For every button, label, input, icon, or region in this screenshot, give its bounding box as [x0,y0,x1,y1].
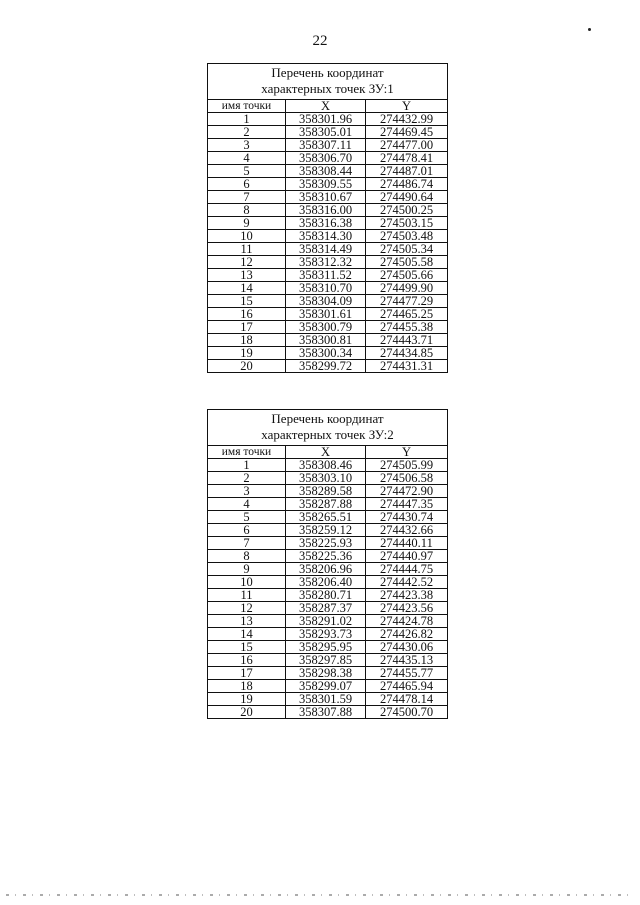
y-coordinate-cell: 274487.01 [366,165,448,178]
table-row [208,295,448,308]
point-name-cell: 4 [208,498,286,511]
page-number: 22 [312,33,328,49]
point-name-cell: 13 [208,615,286,628]
table-row [208,113,448,126]
x-coordinate-cell: 358291.02 [286,615,366,628]
column-header-point-name: имя точки [208,446,286,459]
x-coordinate-cell: 358206.40 [286,576,366,589]
y-coordinate-cell: 274478.41 [366,152,448,165]
x-coordinate-cell: 358304.09 [286,295,366,308]
x-coordinate-cell: 358298.38 [286,667,366,680]
table-row [208,178,448,191]
y-coordinate-cell: 274426.82 [366,628,448,641]
table-header-row [208,100,448,113]
y-coordinate-cell: 274465.94 [366,680,448,693]
y-coordinate-cell: 274500.25 [366,204,448,217]
x-coordinate-cell: 358293.73 [286,628,366,641]
point-name-cell: 8 [208,204,286,217]
x-coordinate-cell: 358300.34 [286,347,366,360]
table-row [208,706,448,719]
point-name-cell: 15 [208,295,286,308]
point-name-cell: 6 [208,524,286,537]
table-row [208,615,448,628]
x-coordinate-cell: 358308.46 [286,459,366,472]
point-name-cell: 19 [208,347,286,360]
y-coordinate-cell: 274477.00 [366,139,448,152]
x-coordinate-cell: 358225.36 [286,550,366,563]
point-name-cell: 10 [208,576,286,589]
table-row [208,524,448,537]
point-name-cell: 5 [208,511,286,524]
column-header-x: X [286,100,366,113]
table-row [208,217,448,230]
table-body [208,459,448,719]
point-name-cell: 10 [208,230,286,243]
point-name-cell: 20 [208,360,286,373]
point-name-cell: 20 [208,706,286,719]
table-row [208,628,448,641]
y-coordinate-cell: 274486.74 [366,178,448,191]
table-row [208,511,448,524]
x-coordinate-cell: 358314.30 [286,230,366,243]
x-coordinate-cell: 358309.55 [286,178,366,191]
y-coordinate-cell: 274444.75 [366,563,448,576]
y-coordinate-cell: 274505.58 [366,256,448,269]
table-title-row [208,64,448,100]
point-name-cell: 18 [208,334,286,347]
y-coordinate-cell: 274443.71 [366,334,448,347]
y-coordinate-cell: 274423.56 [366,602,448,615]
x-coordinate-cell: 358287.37 [286,602,366,615]
table-row [208,139,448,152]
coordinates-table-zu1 [207,63,448,373]
y-coordinate-cell: 274455.38 [366,321,448,334]
point-name-cell: 14 [208,628,286,641]
point-name-cell: 9 [208,563,286,576]
table-title-line2: характерных точек ЗУ:2 [261,427,394,442]
point-name-cell: 11 [208,243,286,256]
y-coordinate-cell: 274447.35 [366,498,448,511]
table-header-row [208,446,448,459]
y-coordinate-cell: 274440.97 [366,550,448,563]
point-name-cell: 16 [208,654,286,667]
x-coordinate-cell: 358301.59 [286,693,366,706]
y-coordinate-cell: 274477.29 [366,295,448,308]
y-coordinate-cell: 274423.38 [366,589,448,602]
x-coordinate-cell: 358306.70 [286,152,366,165]
point-name-cell: 1 [208,113,286,126]
point-name-cell: 17 [208,321,286,334]
table-row [208,126,448,139]
y-coordinate-cell: 274505.34 [366,243,448,256]
x-coordinate-cell: 358312.32 [286,256,366,269]
point-name-cell: 9 [208,217,286,230]
table-row [208,204,448,217]
point-name-cell: 3 [208,139,286,152]
y-coordinate-cell: 274505.66 [366,269,448,282]
table-title-line2: характерных точек ЗУ:1 [261,81,394,96]
x-coordinate-cell: 358295.95 [286,641,366,654]
y-coordinate-cell: 274503.15 [366,217,448,230]
scan-noise-line [6,894,634,896]
table-row [208,360,448,373]
x-coordinate-cell: 358301.61 [286,308,366,321]
y-coordinate-cell: 274503.48 [366,230,448,243]
table-row [208,321,448,334]
table-row [208,498,448,511]
y-coordinate-cell: 274455.77 [366,667,448,680]
x-coordinate-cell: 358299.07 [286,680,366,693]
table-row [208,680,448,693]
table-row [208,308,448,321]
x-coordinate-cell: 358308.44 [286,165,366,178]
y-coordinate-cell: 274432.99 [366,113,448,126]
scan-speck [588,28,591,31]
x-coordinate-cell: 358310.70 [286,282,366,295]
column-header-x: X [286,446,366,459]
y-coordinate-cell: 274424.78 [366,615,448,628]
x-coordinate-cell: 358206.96 [286,563,366,576]
point-name-cell: 16 [208,308,286,321]
point-name-cell: 13 [208,269,286,282]
x-coordinate-cell: 358259.12 [286,524,366,537]
table-row [208,230,448,243]
x-coordinate-cell: 358299.72 [286,360,366,373]
point-name-cell: 14 [208,282,286,295]
x-coordinate-cell: 358289.58 [286,485,366,498]
y-coordinate-cell: 274434.85 [366,347,448,360]
x-coordinate-cell: 358287.88 [286,498,366,511]
table-row [208,563,448,576]
y-coordinate-cell: 274499.90 [366,282,448,295]
x-coordinate-cell: 358307.11 [286,139,366,152]
table-row [208,191,448,204]
table-row [208,165,448,178]
table-title-line1: Перечень координат [271,65,384,80]
x-coordinate-cell: 358316.00 [286,204,366,217]
x-coordinate-cell: 358311.52 [286,269,366,282]
coordinates-table-zu2 [207,409,448,719]
point-name-cell: 2 [208,472,286,485]
y-coordinate-cell: 274430.06 [366,641,448,654]
y-coordinate-cell: 274440.11 [366,537,448,550]
y-coordinate-cell: 274469.45 [366,126,448,139]
table-row [208,472,448,485]
point-name-cell: 18 [208,680,286,693]
table-title [208,64,448,100]
table-row [208,243,448,256]
y-coordinate-cell: 274505.99 [366,459,448,472]
point-name-cell: 7 [208,537,286,550]
x-coordinate-cell: 358307.88 [286,706,366,719]
point-name-cell: 12 [208,256,286,269]
x-coordinate-cell: 358280.71 [286,589,366,602]
point-name-cell: 12 [208,602,286,615]
y-coordinate-cell: 274465.25 [366,308,448,321]
point-name-cell: 19 [208,693,286,706]
point-name-cell: 3 [208,485,286,498]
point-name-cell: 15 [208,641,286,654]
x-coordinate-cell: 358265.51 [286,511,366,524]
x-coordinate-cell: 358300.79 [286,321,366,334]
y-coordinate-cell: 274490.64 [366,191,448,204]
column-header-y: Y [366,100,448,113]
column-header-y: Y [366,446,448,459]
y-coordinate-cell: 274432.66 [366,524,448,537]
table-row [208,602,448,615]
table-row [208,282,448,295]
point-name-cell: 2 [208,126,286,139]
x-coordinate-cell: 358301.96 [286,113,366,126]
table-title-row [208,410,448,446]
y-coordinate-cell: 274431.31 [366,360,448,373]
y-coordinate-cell: 274506.58 [366,472,448,485]
table-row [208,693,448,706]
table-row [208,256,448,269]
table-row [208,550,448,563]
point-name-cell: 4 [208,152,286,165]
table-row [208,334,448,347]
table-row [208,654,448,667]
table-row [208,537,448,550]
table-row [208,269,448,282]
table-body [208,113,448,373]
x-coordinate-cell: 358305.01 [286,126,366,139]
x-coordinate-cell: 358225.93 [286,537,366,550]
x-coordinate-cell: 358310.67 [286,191,366,204]
table-title [208,410,448,446]
y-coordinate-cell: 274430.74 [366,511,448,524]
x-coordinate-cell: 358316.38 [286,217,366,230]
table-row [208,459,448,472]
table-row [208,347,448,360]
table-row [208,576,448,589]
x-coordinate-cell: 358303.10 [286,472,366,485]
table-title-line1: Перечень координат [271,411,384,426]
table-row [208,667,448,680]
point-name-cell: 5 [208,165,286,178]
point-name-cell: 1 [208,459,286,472]
table-row [208,641,448,654]
table-row [208,589,448,602]
point-name-cell: 17 [208,667,286,680]
y-coordinate-cell: 274478.14 [366,693,448,706]
x-coordinate-cell: 358297.85 [286,654,366,667]
y-coordinate-cell: 274500.70 [366,706,448,719]
x-coordinate-cell: 358314.49 [286,243,366,256]
point-name-cell: 8 [208,550,286,563]
point-name-cell: 7 [208,191,286,204]
column-header-point-name: имя точки [208,100,286,113]
point-name-cell: 6 [208,178,286,191]
y-coordinate-cell: 274472.90 [366,485,448,498]
point-name-cell: 11 [208,589,286,602]
x-coordinate-cell: 358300.81 [286,334,366,347]
y-coordinate-cell: 274442.52 [366,576,448,589]
y-coordinate-cell: 274435.13 [366,654,448,667]
table-row [208,485,448,498]
table-row [208,152,448,165]
